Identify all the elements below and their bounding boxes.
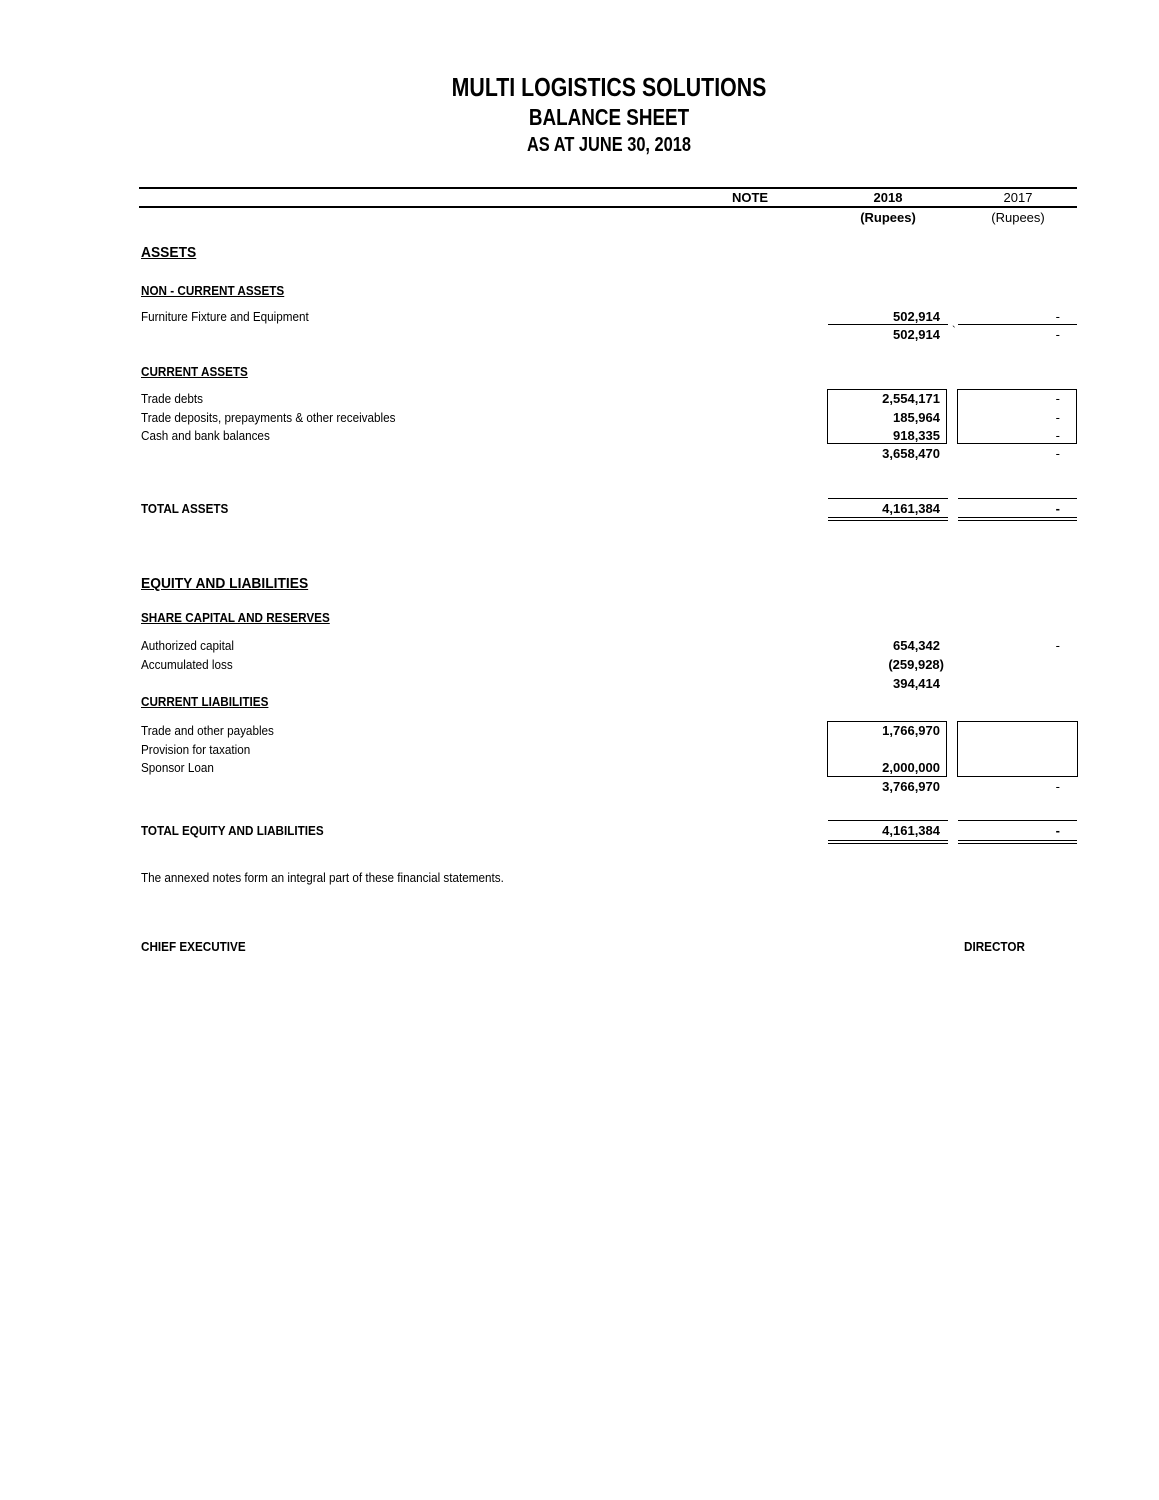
line-item-2018: 185,964 xyxy=(893,410,940,425)
current-assets-subtotal-2017: - xyxy=(1055,446,1060,461)
total-rule-top xyxy=(958,498,1077,499)
subtotal-rule xyxy=(828,324,948,325)
line-item-2018: 502,914 xyxy=(893,309,940,324)
total-rule-top xyxy=(828,498,948,499)
year-2017-header: 2017 xyxy=(1003,190,1033,205)
total-double-rule xyxy=(958,843,1077,844)
line-item-2018: 2,000,000 xyxy=(882,760,940,775)
current-assets-subtotal-2018: 3,658,470 xyxy=(882,446,940,461)
year-2018-header: 2018 xyxy=(873,190,903,205)
line-item-2017: - xyxy=(1055,428,1060,443)
total-equity-liabilities-2018: 4,161,384 xyxy=(882,823,940,838)
current-assets-heading: CURRENT ASSETS xyxy=(141,364,248,379)
total-rule-top xyxy=(958,820,1077,821)
total-double-rule xyxy=(828,517,948,518)
line-item-2018: 918,335 xyxy=(893,428,940,443)
line-item-label: Trade debts xyxy=(141,391,204,406)
total-assets-2018: 4,161,384 xyxy=(882,501,940,516)
statement-date: AS AT JUNE 30, 2018 xyxy=(526,134,692,156)
current-liabilities-subtotal-2018: 3,766,970 xyxy=(882,779,940,794)
line-item-2017: - xyxy=(1055,309,1060,324)
share-capital-subtotal-2018: 394,414 xyxy=(893,676,940,691)
unit-2017-header: (Rupees) xyxy=(991,210,1045,225)
total-double-rule xyxy=(958,517,1077,518)
total-double-rule xyxy=(828,843,948,844)
current-liabilities-heading: CURRENT LIABILITIES xyxy=(141,694,269,709)
header-rule-top xyxy=(139,187,1077,189)
director-signatory: DIRECTOR xyxy=(964,939,1025,954)
statement-title: BALANCE SHEET xyxy=(528,104,690,130)
line-item-label: Trade and other payables xyxy=(141,723,274,738)
company-name: MULTI LOGISTICS SOLUTIONS xyxy=(451,72,767,102)
line-item-label: Sponsor Loan xyxy=(141,760,214,775)
equity-liabilities-heading: EQUITY AND LIABILITIES xyxy=(141,575,309,592)
annexed-notes-text: The annexed notes form an integral part of these financial statements. xyxy=(141,870,504,885)
note-column-header: NOTE xyxy=(731,190,769,205)
total-rule-top xyxy=(828,820,948,821)
line-item-2017: - xyxy=(1055,410,1060,425)
total-double-rule xyxy=(958,840,1077,841)
line-item-label: Furniture Fixture and Equipment xyxy=(141,309,309,324)
subtotal-rule xyxy=(958,324,1077,325)
line-item-2017: - xyxy=(1055,638,1060,653)
line-item-label: Provision for taxation xyxy=(141,742,251,757)
line-item-2018: 654,342 xyxy=(893,638,940,653)
line-item-label: Accumulated loss xyxy=(141,657,233,672)
line-item-2018: (259,928) xyxy=(888,657,944,672)
chief-executive-signatory: CHIEF EXECUTIVE xyxy=(141,939,246,954)
non-current-subtotal-2018: 502,914 xyxy=(893,327,940,342)
unit-2018-header: (Rupees) xyxy=(860,210,916,225)
line-item-label: Trade deposits, prepayments & other receivables xyxy=(141,410,396,425)
line-item-2017: - xyxy=(1055,391,1060,406)
assets-heading: ASSETS xyxy=(141,244,197,261)
current-liabilities-box-2017 xyxy=(957,721,1078,777)
total-double-rule xyxy=(828,520,948,521)
stray-mark: ` xyxy=(952,325,956,337)
share-capital-heading: SHARE CAPITAL AND RESERVES xyxy=(141,610,330,625)
total-equity-liabilities-label: TOTAL EQUITY AND LIABILITIES xyxy=(141,823,324,838)
total-assets-2017: - xyxy=(1055,501,1060,516)
line-item-2018: 1,766,970 xyxy=(882,723,940,738)
current-liabilities-subtotal-2017: - xyxy=(1055,779,1060,794)
total-double-rule xyxy=(958,520,1077,521)
total-equity-liabilities-2017: - xyxy=(1055,823,1060,838)
total-double-rule xyxy=(828,840,948,841)
non-current-subtotal-2017: - xyxy=(1055,327,1060,342)
total-assets-label: TOTAL ASSETS xyxy=(141,501,229,516)
line-item-2018: 2,554,171 xyxy=(882,391,940,406)
non-current-assets-heading: NON - CURRENT ASSETS xyxy=(141,283,285,298)
header-rule-bottom xyxy=(139,206,1077,208)
line-item-label: Authorized capital xyxy=(141,638,235,653)
line-item-label: Cash and bank balances xyxy=(141,428,270,443)
